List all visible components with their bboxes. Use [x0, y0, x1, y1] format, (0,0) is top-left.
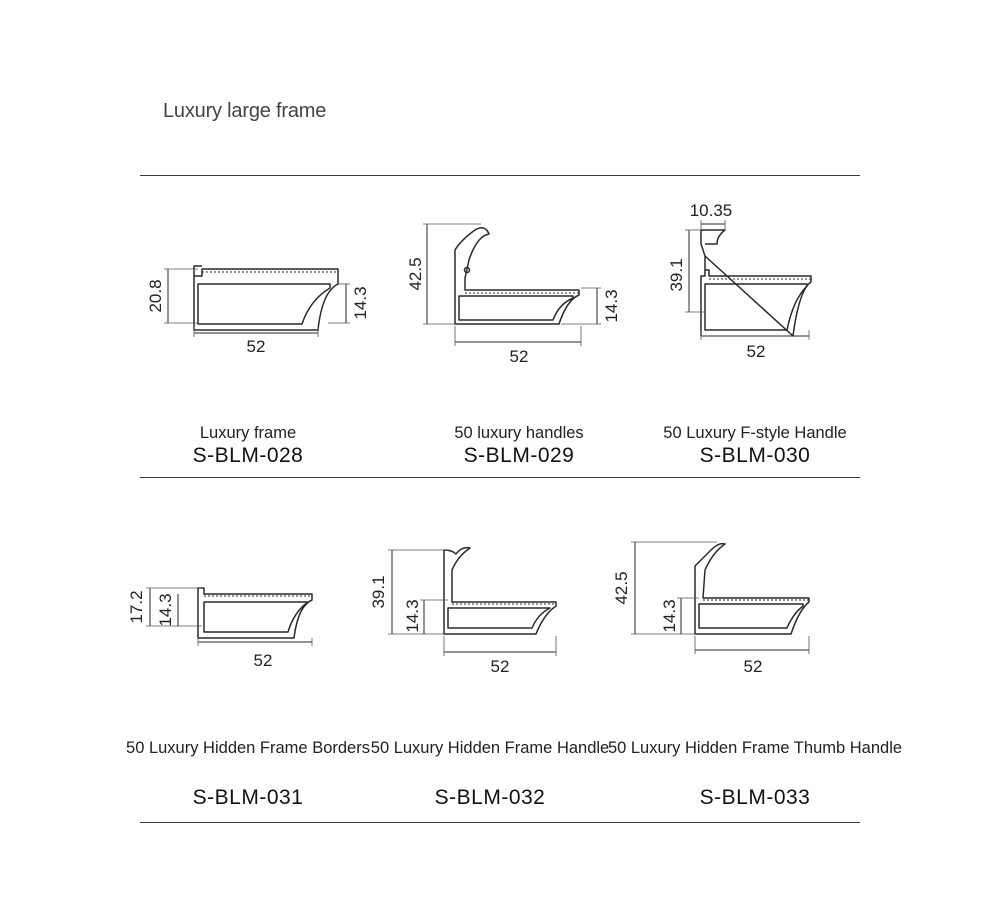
product-card-033 [605, 530, 905, 830]
dim-width: 52 [490, 657, 510, 676]
product-name: 50 Luxury Hidden Frame Handle [370, 739, 610, 757]
product-code: S-BLM-033 [699, 786, 811, 809]
dim-width: 52 [246, 337, 266, 356]
product-name: 50 luxury handles [454, 424, 584, 442]
product-name: 50 Luxury F-style Handle [663, 424, 847, 442]
product-name: 50 Luxury Hidden Frame Borders [126, 739, 370, 757]
product-code: S-BLM-031 [192, 786, 304, 809]
dim-width: 52 [743, 657, 763, 676]
divider-top [140, 175, 860, 176]
product-card-028 [98, 200, 398, 500]
product-card-032 [340, 530, 640, 830]
dim-height: 39.1 [369, 575, 388, 609]
dim-width: 52 [253, 651, 273, 670]
product-code: S-BLM-028 [192, 444, 304, 467]
dim-top: 10.35 [689, 201, 733, 220]
product-card-030 [605, 200, 905, 500]
product-name: Luxury frame [199, 424, 297, 442]
product-code: S-BLM-030 [699, 444, 811, 467]
dim-width: 52 [509, 347, 529, 366]
dim-inner: 14.3 [156, 593, 175, 627]
dim-height: 42.5 [612, 571, 631, 605]
dim-inner: 14.3 [403, 599, 422, 633]
page-heading: Luxury large frame [163, 100, 327, 122]
profile-drawing [605, 530, 905, 830]
dim-width: 52 [746, 342, 766, 361]
dim-inner: 14.3 [351, 286, 370, 320]
dim-height: 20.8 [146, 279, 165, 313]
dim-inner: 14.3 [660, 599, 679, 633]
product-code: S-BLM-029 [463, 444, 575, 467]
dim-inner: 14.3 [602, 289, 621, 323]
product-name: 50 Luxury Hidden Frame Thumb Handle [607, 739, 903, 757]
profile-drawing [340, 530, 640, 830]
dim-height: 42.5 [406, 257, 425, 291]
product-code: S-BLM-032 [434, 786, 546, 809]
dim-height: 39.1 [667, 258, 686, 292]
dim-height: 17.2 [127, 590, 146, 624]
